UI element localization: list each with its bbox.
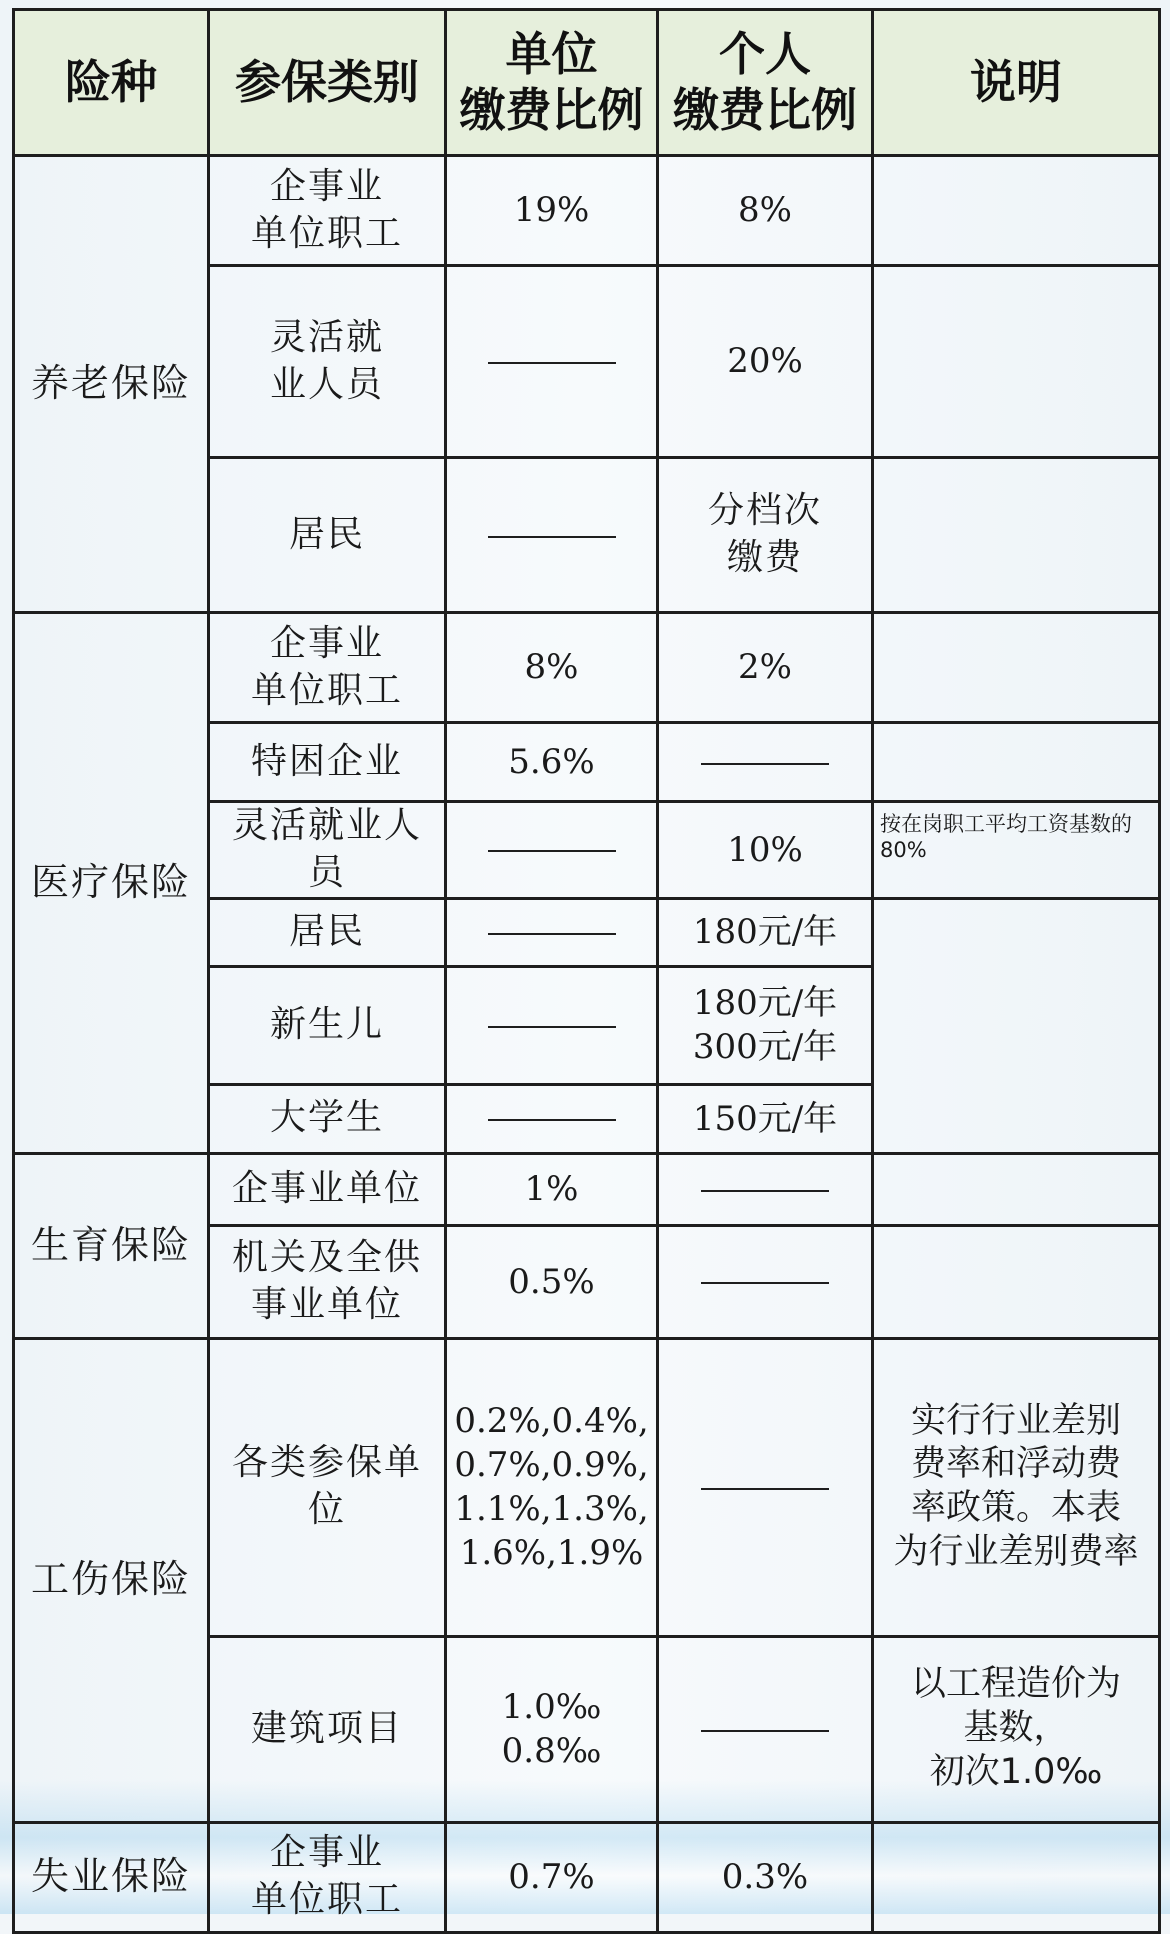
dash-mark: [488, 850, 616, 852]
table-row: [14, 613, 1160, 723]
unit-rate-cell: 0.5%: [446, 1225, 658, 1338]
table-row: [14, 1153, 1160, 1225]
category-cell: 各类参保单位: [209, 1338, 446, 1636]
table-row: [14, 156, 1160, 266]
category-cell: 居民: [209, 458, 446, 613]
header-personal-rate: 个人 缴费比例: [658, 10, 873, 156]
header-note: 说明: [873, 10, 1160, 156]
category-cell: 灵活就业人员: [209, 802, 446, 899]
personal-rate-cell: [658, 1225, 873, 1338]
dash-mark: [488, 933, 616, 935]
note-cell: [873, 1153, 1160, 1225]
note-cell: 实行行业差别 费率和浮动费 率政策。本表 为行业差别费率: [873, 1338, 1160, 1636]
category-cell: 机关及全供 事业单位: [209, 1225, 446, 1338]
insurance-type-medical: 医疗保险: [14, 613, 209, 1154]
category-cell: 企事业 单位职工: [209, 156, 446, 266]
unit-rate-cell: 8%: [446, 613, 658, 723]
table-header-row: [14, 10, 1160, 156]
unit-rate-cell: [446, 802, 658, 899]
insurance-type-injury: 工伤保险: [14, 1338, 209, 1822]
personal-rate-cell: [658, 723, 873, 802]
dash-mark: [488, 1026, 616, 1028]
insurance-type-unemployment: 失业保险: [14, 1822, 209, 1932]
note-cell: [873, 156, 1160, 266]
unit-rate-cell: [446, 1084, 658, 1153]
personal-rate-cell: 180元/年 300元/年: [658, 966, 873, 1084]
personal-rate-cell: 150元/年: [658, 1084, 873, 1153]
header-unit-rate: 单位 缴费比例: [446, 10, 658, 156]
unit-rate-cell: [446, 966, 658, 1084]
category-cell: 建筑项目: [209, 1636, 446, 1822]
personal-rate-cell: 20%: [658, 266, 873, 458]
dash-mark: [701, 1730, 829, 1732]
unit-rate-cell: 1.0‰ 0.8‰: [446, 1636, 658, 1822]
unit-rate-cell: [446, 458, 658, 613]
header-insurance-type: 险种: [14, 10, 209, 156]
insurance-type-maternity: 生育保险: [14, 1153, 209, 1338]
category-cell: 特困企业: [209, 723, 446, 802]
category-cell: 灵活就 业人员: [209, 266, 446, 458]
dash-mark: [701, 763, 829, 765]
personal-rate-cell: [658, 1636, 873, 1822]
note-cell: [873, 1225, 1160, 1338]
unit-rate-cell: 0.7%: [446, 1822, 658, 1932]
header-category: 参保类别: [209, 10, 446, 156]
category-cell: 新生儿: [209, 966, 446, 1084]
unit-rate-cell: 0.2%,0.4%, 0.7%,0.9%, 1.1%,1.3%, 1.6%,1.9%: [446, 1338, 658, 1636]
note-cell: 以工程造价为 基数， 初次1.0‰: [873, 1636, 1160, 1822]
note-cell: [873, 266, 1160, 458]
personal-rate-cell: 分档次 缴费: [658, 458, 873, 613]
category-cell: 企事业单位: [209, 1153, 446, 1225]
unit-rate-cell: 19%: [446, 156, 658, 266]
category-cell: 居民: [209, 898, 446, 966]
unit-rate-cell: [446, 898, 658, 966]
category-cell: 大学生: [209, 1084, 446, 1153]
personal-rate-cell: 10%: [658, 802, 873, 899]
personal-rate-cell: 0.3%: [658, 1822, 873, 1932]
dash-mark: [488, 362, 616, 364]
dash-mark: [488, 536, 616, 538]
insurance-type-pension: 养老保险: [14, 156, 209, 613]
personal-rate-cell: 2%: [658, 613, 873, 723]
dash-mark: [701, 1190, 829, 1192]
unit-rate-cell: 5.6%: [446, 723, 658, 802]
dash-mark: [701, 1488, 829, 1490]
personal-rate-cell: 180元/年: [658, 898, 873, 966]
note-cell: [873, 1822, 1160, 1932]
dash-mark: [488, 1119, 616, 1121]
note-cell: [873, 458, 1160, 613]
category-cell: 企事业 单位职工: [209, 613, 446, 723]
personal-rate-cell: [658, 1338, 873, 1636]
unit-rate-cell: 1%: [446, 1153, 658, 1225]
personal-rate-cell: 8%: [658, 156, 873, 266]
dash-mark: [701, 1282, 829, 1284]
category-cell: 企事业 单位职工: [209, 1822, 446, 1932]
note-cell: 按在岗职工平均工资基数的80%: [873, 802, 1160, 899]
unit-rate-cell: [446, 266, 658, 458]
note-cell: [873, 613, 1160, 723]
note-cell: [873, 898, 1160, 1153]
personal-rate-cell: [658, 1153, 873, 1225]
table-row: [14, 1822, 1160, 1932]
note-cell: [873, 723, 1160, 802]
insurance-contribution-table: [12, 8, 1161, 1934]
table-row: [14, 1338, 1160, 1636]
